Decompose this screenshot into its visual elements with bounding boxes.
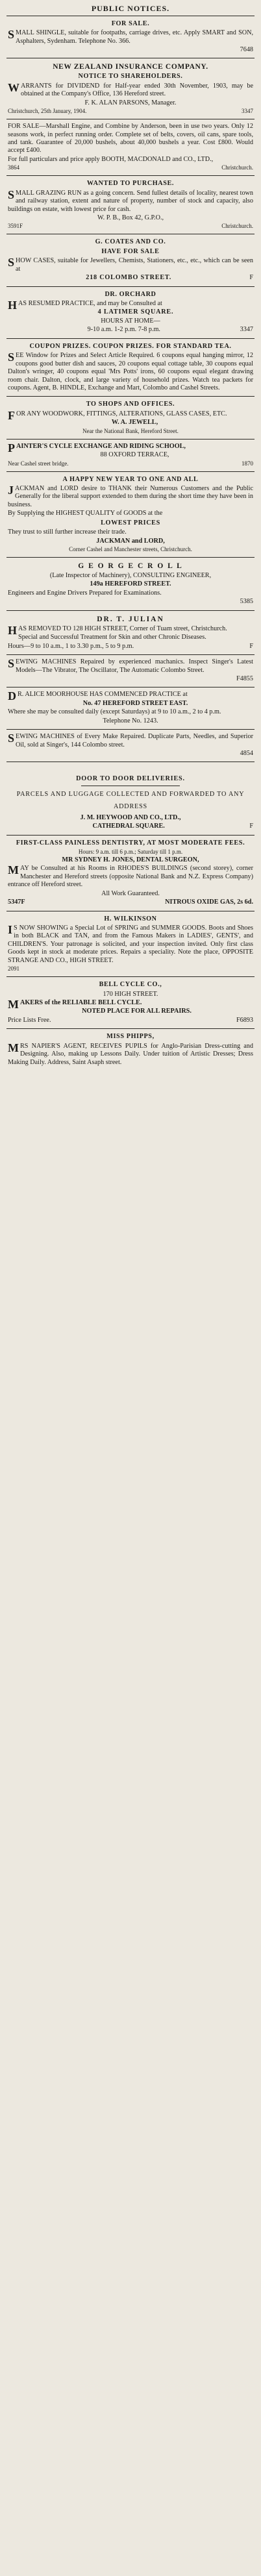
ad-subtitle: (Late Inspector of Machinery), CONSULTING ENGINEER, bbox=[49, 572, 212, 580]
ad-extra: Special and Successful Treatment for Skin and other Chronic Diseases. bbox=[18, 634, 206, 641]
column-heading: PUBLIC NOTICES. bbox=[91, 4, 170, 13]
ad-title: A HAPPY NEW YEAR TO ONE AND ALL bbox=[62, 475, 199, 483]
ad-extra: Where she may be consulted daily (except Saturdays) at 9 to 10 a.m., 2 to 4 p.m. bbox=[8, 708, 221, 716]
ad-body: MAY be Consulted at his Rooms in RHODES'S BUILDINGS (second storey), corner Manchester and Hereford streets (opposite National Bank and N.Z. Express Company) entrance off Hereford street. bbox=[8, 863, 253, 889]
ad-title: DR. ORCHARD bbox=[105, 290, 156, 298]
ad-place: Christchurch. bbox=[221, 223, 253, 230]
ad-hours: Hours—9 to 10 a.m., 1 to 3.30 p.m., 5 to 9 p.m. bbox=[8, 642, 134, 650]
ad-body: SMALL SHINGLE, suitable for footpaths, carriage drives, etc. Apply SMART and SON, Asphalters, Sydenham. Telephone No. 366. bbox=[8, 28, 253, 45]
ad-title: H. WILKINSON bbox=[104, 915, 157, 923]
ad-dr-orchard bbox=[6, 286, 255, 338]
ad-g-coates bbox=[6, 234, 255, 286]
ad-bell-cycle bbox=[6, 976, 255, 1028]
ad-signature: F. K. ALAN PARSONS, Manager. bbox=[84, 99, 177, 106]
ad-nz-insurance bbox=[6, 58, 255, 119]
ad-sewing-machines-every-make bbox=[6, 729, 255, 762]
ad-title: COUPON PRIZES. COUPON PRIZES. FOR STANDARD TEA. bbox=[29, 342, 232, 350]
ad-code: 3347 bbox=[242, 108, 253, 115]
ad-signature: W. A. JEWELL, bbox=[111, 419, 158, 427]
ad-signature: W. P. B., Box 42, G.P.O., bbox=[97, 214, 164, 222]
ad-painters-cycle bbox=[6, 439, 255, 471]
ad-sewing-machines-repaired bbox=[6, 654, 255, 687]
ad-subtitle: PARCELS AND LUGGAGE COLLECTED AND FORWARDED TO ANY ADDRESS bbox=[16, 790, 245, 811]
ad-hours: Hours: 9 a.m. till 6 p.m.; Saturday till 1 p.m. bbox=[78, 848, 183, 855]
ad-title: NEW ZEALAND INSURANCE COMPANY. bbox=[53, 63, 208, 71]
ad-address: CATHEDRAL SQUARE. bbox=[92, 823, 165, 830]
ad-body: SMALL GRAZING RUN as a going concern. Send fullest details of locality, nearest town and railway station, extent and nature of property, number of stock and capacity, also buildings on estate, with lowest price for cash. bbox=[8, 188, 253, 213]
ad-body: MAKERS of the RELIABLE BELL CYCLE. bbox=[8, 998, 142, 1011]
ad-engine-for-sale bbox=[6, 119, 255, 175]
ad-body: HAS REMOVED TO 128 HIGH STREET, Corner of Tuam street, Christchurch. bbox=[8, 623, 227, 637]
ad-code: F6893 bbox=[236, 1016, 253, 1024]
ad-body: JACKMAN and LORD desire to THANK their Numerous Customers and the Public Generally for the liberal support extended to them during the short time they have been in business. bbox=[8, 483, 253, 508]
ad-telephone: Telephone No. 1243. bbox=[103, 717, 158, 724]
ad-address: Near the National Bank, Hereford Street. bbox=[82, 427, 179, 434]
ad-code: F bbox=[249, 823, 253, 830]
ad-dentistry bbox=[6, 835, 255, 911]
ad-dr-alice-moorhouse bbox=[6, 687, 255, 729]
ad-code: F bbox=[249, 274, 253, 282]
ad-dr-julian bbox=[6, 610, 255, 654]
ad-place: Near Cashel street bridge. bbox=[8, 460, 69, 467]
ad-code: 3591F bbox=[8, 223, 23, 230]
ad-body: SEWING MACHINES Repaired by experienced machanics. Inspect Singer's Latest Models—The Vibrator, The Oscillator, The Automatic Colombo Street. bbox=[8, 657, 253, 674]
ad-extra: HOURS AT HOME— bbox=[101, 317, 160, 325]
ad-title: WANTED TO PURCHASE. bbox=[86, 180, 175, 188]
ad-title: FIRST-CLASS PAINLESS DENTISTRY, AT MOST MODERATE FEES. bbox=[16, 839, 245, 847]
ad-signature: JACKMAN and LORD, bbox=[96, 537, 165, 545]
ad-price-list: Price Lists Free. bbox=[8, 1016, 51, 1024]
ad-title: G. COATES AND CO. bbox=[95, 238, 166, 246]
ad-door-to-door bbox=[6, 762, 255, 834]
ad-code: F bbox=[249, 642, 253, 650]
ad-code: 2091 bbox=[8, 965, 19, 972]
ad-code: 7648 bbox=[240, 45, 253, 53]
ad-subtitle: 170 HIGH STREET. bbox=[103, 990, 158, 998]
ad-body: SEWING MACHINES of Every Make Repaired. Duplicate Parts, Needles, and Superior Oil, sold at Singer's, 144 Colombo street. bbox=[8, 732, 253, 749]
ad-body: WARRANTS for DIVIDEND for Half-year ended 30th November, 1903, may be obtained at the Company's Office, 136 Hereford street. bbox=[8, 80, 253, 98]
ad-address: 88 OXFORD TERRACE, bbox=[100, 451, 169, 459]
ad-code: F4855 bbox=[236, 675, 253, 682]
ad-body: SHOW CASES, suitable for Jewellers, Chemists, Stationers, etc., etc., which can be seen at bbox=[8, 256, 253, 273]
ad-place: Christchurch. bbox=[221, 164, 253, 171]
ad-shops-offices bbox=[6, 396, 255, 438]
ad-body: IS NOW SHOWING a Special Lot of SPRING and SUMMER GOODS. Boots and Shoes in both BLACK and TAN, and from the Famous Makers in LADIES', GENTS', and CHILDREN'S. Your patronage is solicited, and your inspection invited. Only first class Goods kept in stock at moderate prices. Repairs a speciality. Note the place, OPPOSITE STRANGE AND CO., HIGH STREET. bbox=[8, 923, 253, 964]
ad-body: FOR ANY WOODWORK, FITTINGS, ALTERATIONS, GLASS CASES, ETC. bbox=[8, 408, 227, 422]
ad-george-croll bbox=[6, 557, 255, 610]
ad-title: MISS PHIPPS, bbox=[106, 1033, 155, 1041]
ad-title: DOOR TO DOOR DELIVERIES. bbox=[76, 775, 185, 783]
ad-body: PAINTER'S CYCLE EXCHANGE AND RIDING SCHOOL, bbox=[8, 441, 186, 454]
ad-body: Engineers and Engine Drivers Prepared for Examinations. bbox=[8, 589, 162, 597]
ad-h-wilkinson bbox=[6, 911, 255, 977]
ad-signature: J. M. HEYWOOD AND CO., LTD., bbox=[80, 813, 181, 821]
ad-extra: By Supplying the HIGHEST QUALITY of GOODS at the bbox=[8, 510, 163, 517]
ad-extra: All Work Guaranteed. bbox=[101, 889, 160, 897]
ad-wanted-to-purchase bbox=[6, 175, 255, 234]
ad-subtitle: HAVE FOR SALE bbox=[101, 247, 160, 255]
ad-code: 3347 bbox=[240, 326, 253, 334]
ad-code: 5347F bbox=[8, 898, 25, 906]
ad-extra-2: They trust to still further increase their trade. bbox=[8, 528, 127, 536]
ad-code: 1870 bbox=[242, 460, 253, 467]
ad-address: 218 COLOMBO STREET. bbox=[86, 274, 172, 282]
ad-title: TO SHOPS AND OFFICES. bbox=[86, 401, 175, 408]
ad-address: Corner Cashel and Manchester streets, Christchurch. bbox=[69, 546, 192, 553]
ad-hours: 9-10 a.m. 1-2 p.m. 7-8 p.m. bbox=[87, 326, 160, 334]
ad-title: DR. T. JULIAN bbox=[97, 615, 164, 623]
notices-column bbox=[6, 0, 255, 1071]
ad-code: 4854 bbox=[240, 750, 253, 758]
ad-body: MRS NAPIER'S AGENT, RECEIVES PUPILS for Anglo-Parisian Dress-cutting and Designing. Also, making up Lessons Daily. Under tuition of Artistic Dresses; Dress Making Daily. Address, Saint Asaph street. bbox=[8, 1041, 253, 1066]
ad-miss-phipps bbox=[6, 1028, 255, 1071]
ad-address: No. 47 HEREFORD STREET EAST. bbox=[82, 699, 188, 707]
ad-subtitle: LOWEST PRICES bbox=[101, 519, 160, 526]
ad-jackman-lord bbox=[6, 471, 255, 557]
ad-code: 5385 bbox=[240, 598, 253, 606]
ad-gas-note: NITROUS OXIDE GAS, 2s 6d. bbox=[165, 898, 253, 906]
ad-extra: For full particulars and price apply BOOTH, MACDONALD and CO., LTD., bbox=[8, 155, 214, 163]
ad-small-shingle bbox=[6, 16, 255, 58]
ad-address: 4 LATIMER SQUARE. bbox=[97, 308, 174, 316]
ad-body: HAS RESUMED PRACTICE, and may be Consulted at bbox=[8, 299, 162, 312]
ad-subtitle: NOTICE TO SHAREHOLDERS. bbox=[78, 73, 183, 80]
ad-address: 149a HEREFORD STREET. bbox=[90, 580, 171, 588]
ad-title: FOR SALE. bbox=[111, 19, 150, 27]
ad-title: BELL CYCLE CO., bbox=[99, 981, 162, 989]
ad-body: FOR SALE—Marshall Engine, and Combine by Anderson, been in use two years. Only 12 seasons work, in perfect running order. Complete set of belts, covers, oil cans, spare tools, and tank. Guarantee of 20,000 bushels, about 40,000 bushels a year. Cost £800. Would accept £400. bbox=[8, 123, 253, 155]
ad-subtitle: MR SYDNEY H. JONES, DENTAL SURGEON, bbox=[62, 856, 199, 863]
ad-extra: NOTED PLACE FOR ALL REPAIRS. bbox=[82, 1008, 192, 1015]
ad-body: SEE Window for Prizes and Select Article Required. 6 coupons equal hanging mirror, 12 coupons good butter dish and sauces, 20 coupons equal cottage table, 30 coupons equal Dalton's wringer, 40 coupons equal 'Mrs Potts' irons, 60 coupons equal elegant drawing room chair. Dalton, clock, and large variety of household prizes. Watch tea packets for coupons. Agent, B. HINDLE, Exchange and Mart, Colombo and Cashel Streets. bbox=[8, 351, 253, 391]
ad-body: DR. ALICE MOORHOUSE HAS COMMENCED PRACTICE at bbox=[8, 689, 188, 703]
ad-date: Christchurch, 25th January, 1904. bbox=[8, 108, 87, 115]
ad-title: G E O R G E C R O L L bbox=[78, 562, 183, 571]
ad-coupon-prizes bbox=[6, 338, 255, 397]
ad-code: 3864 bbox=[8, 164, 19, 171]
